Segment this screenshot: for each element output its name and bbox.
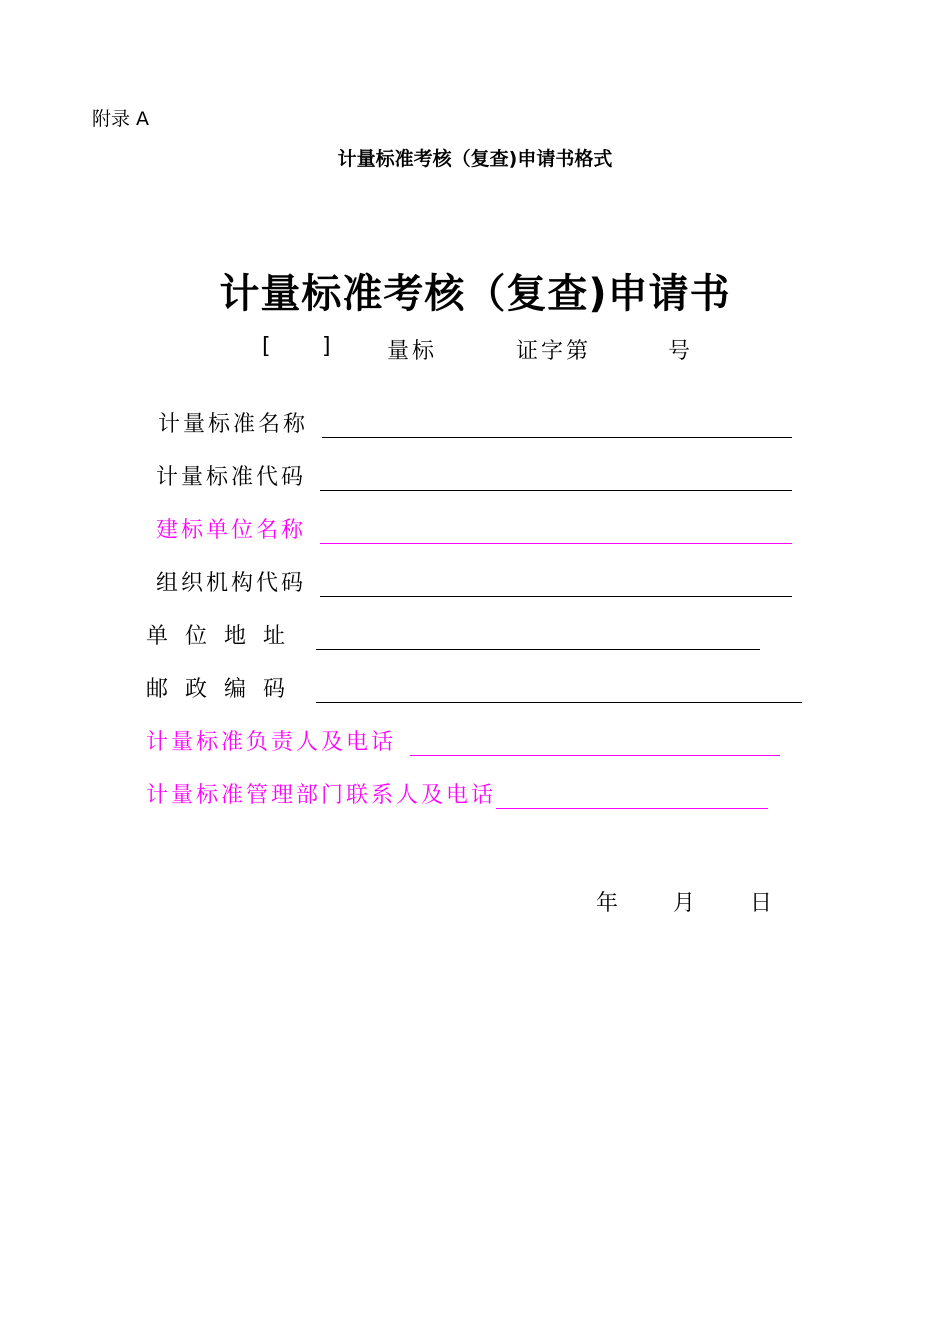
format-title: 计量标准考核（复查)申请书格式: [337, 148, 613, 170]
field-label: 计量标准负责人及电话: [146, 730, 397, 755]
field-postal-code: [146, 671, 802, 705]
field-label: 计量标准名称: [158, 412, 309, 437]
cert-open-bracket: [: [262, 334, 271, 359]
field-label: 组织机构代码: [156, 571, 307, 596]
standard-name-input-line[interactable]: [322, 437, 792, 438]
field-label: 单位地址: [146, 624, 303, 649]
date-year: 年: [596, 891, 619, 916]
field-unit-address: [146, 618, 760, 652]
unit-name-input-line[interactable]: [320, 543, 792, 544]
cert-close-bracket: ]: [322, 334, 331, 359]
standard-code-input-line[interactable]: [320, 490, 792, 491]
field-management-contact: [146, 777, 768, 811]
field-standard-code: [156, 459, 792, 493]
cert-word: 证字第: [516, 339, 592, 364]
field-label: 计量标准管理部门联系人及电话: [146, 783, 497, 808]
field-label: 邮政编码: [146, 677, 303, 702]
document-title: 计量标准考核（复查)申请书: [219, 271, 731, 317]
unit-address-input-line[interactable]: [316, 649, 760, 650]
postal-code-input-line[interactable]: [316, 702, 802, 703]
field-standard-manager: [146, 724, 780, 758]
field-label: 建标单位名称: [156, 518, 307, 543]
org-code-input-line[interactable]: [320, 596, 792, 597]
date-month: 月: [673, 891, 696, 916]
standard-manager-input-line[interactable]: [410, 755, 780, 756]
field-standard-name: [158, 406, 792, 440]
cert-number: 号: [668, 339, 691, 364]
field-label: 计量标准代码: [156, 465, 307, 490]
date-day: 日: [750, 891, 773, 916]
field-org-code: [156, 565, 792, 599]
field-unit-name: [156, 512, 792, 546]
management-contact-input-line[interactable]: [496, 808, 768, 809]
appendix-label: 附录 A: [92, 108, 150, 130]
cert-mark: 量标: [387, 339, 438, 364]
